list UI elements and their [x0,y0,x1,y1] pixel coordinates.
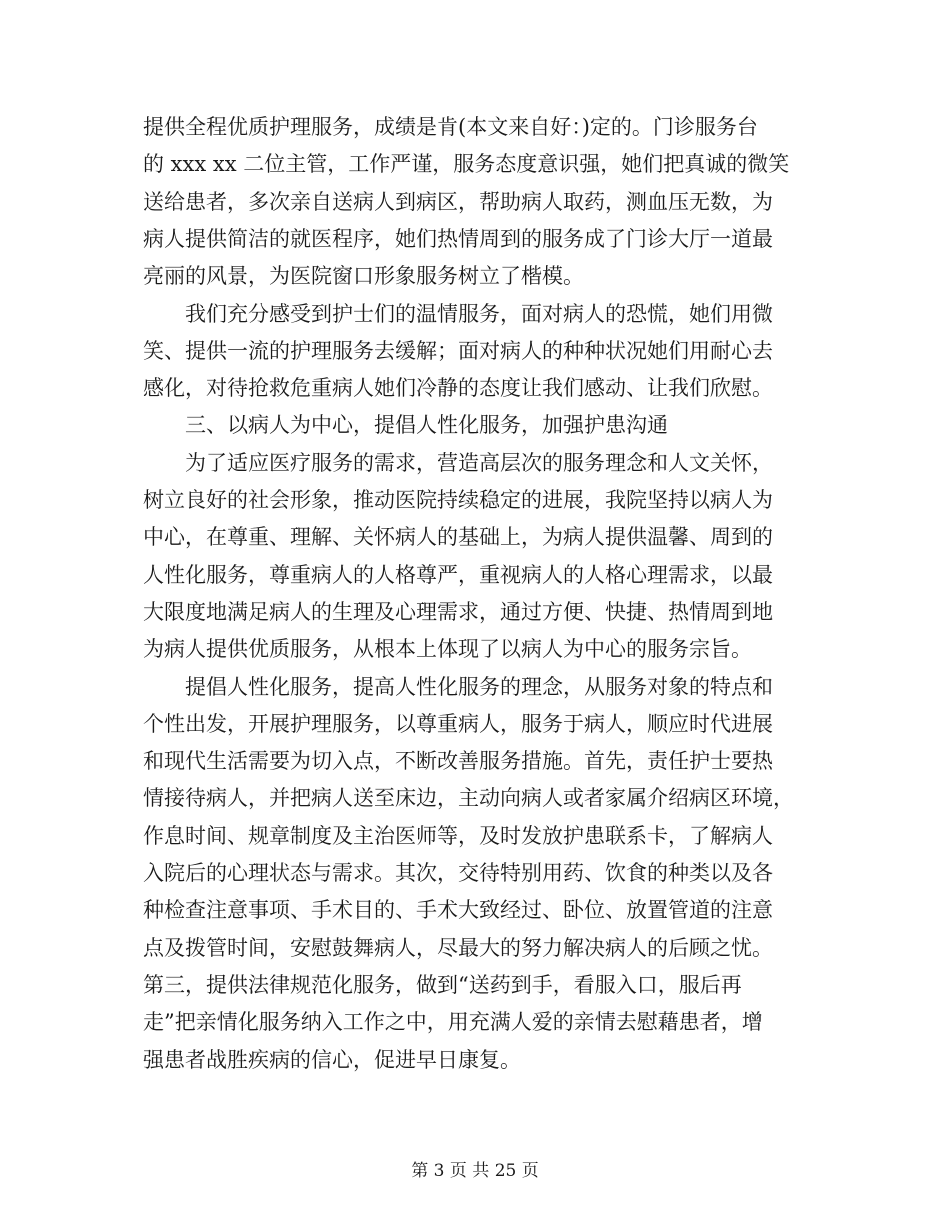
text-line: 提供全程优质护理服务，成绩是肯(本文来自好：)定的。门诊服务台 [143,115,758,139]
text-line: 情接待病人，并把病人送至床边，主动向病人或者家属介绍病区环境， [143,786,794,811]
text-line: 个性出发，开展护理服务，以尊重病人，服务于病人，顺应时代进展 [143,711,773,736]
text-line: 的 xxx xx 二位主管，工作严谨，服务态度意识强，她们把真诚的微笑 [143,152,790,177]
text-line: 种检查注意事项、手术目的、手术大致经过、卧位、放置管道的注意 [143,898,773,923]
text-line: 入院后的心理状态与需求。其次，交待特别用药、饮食的种类以及各 [143,861,773,885]
text-line: 走”把亲情化服务纳入工作之中，用充满人爱的亲情去慰藉患者，增 [143,1010,763,1035]
text-line: 点及拨管时间，安慰鼓舞病人，尽最大的努力解决病人的后顾之忧。 [143,935,773,960]
page-footer: 第 3 页 共 25 页 [411,1161,539,1181]
text-line: 感化，对待抢救危重病人她们冷静的态度让我们感动、让我们欣慰。 [143,376,773,401]
text-line: 送给患者，多次亲自送病人到病区，帮助病人取药，测血压无数，为 [143,189,773,214]
text-line: 提倡人性化服务，提高人性化服务的理念，从服务对象的特点和 [143,674,773,699]
text-line: 中心，在尊重、理解、关怀病人的基础上，为病人提供温馨、周到的 [143,525,773,550]
text-line: 人性化服务，尊重病人的人格尊严，重视病人的人格心理需求，以最 [143,562,773,587]
text-line: 笑、提供一流的护理服务去缓解；面对病人的种种状况她们用耐心去 [143,338,773,363]
text-line: 为了适应医疗服务的需求，营造高层次的服务理念和人文关怀， [143,450,773,475]
text-line: 大限度地满足病人的生理及心理需求，通过方便、快捷、热情周到地 [143,599,773,624]
text-line: 三、以病人为中心，提倡人性化服务，加强护患沟通 [143,413,668,438]
text-line: 作息时间、规章制度及主治医师等，及时发放护患联系卡，了解病人 [143,823,773,848]
text-line: 我们充分感受到护士们的温情服务，面对病人的恐慌，她们用微 [143,301,773,326]
text-line: 病人提供简洁的就医程序，她们热情周到的服务成了门诊大厅一道最 [143,226,773,251]
text-line: 树立良好的社会形象，推动医院持续稳定的进展，我院坚持以病人为 [143,488,773,512]
text-line: 第三，提供法律规范化服务，做到“送药到手，看服入口，服后再 [143,972,742,997]
text-line: 和现代生活需要为切入点，不断改善服务措施。首先，责任护士要热 [143,749,773,774]
text-line: 强患者战胜疾病的信心，促进早日康复。 [143,1047,521,1072]
text-line: 亮丽的风景，为医院窗口形象服务树立了楷模。 [143,264,584,289]
text-line: 为病人提供优质服务，从根本上体现了以病人为中心的服务宗旨。 [143,637,752,662]
